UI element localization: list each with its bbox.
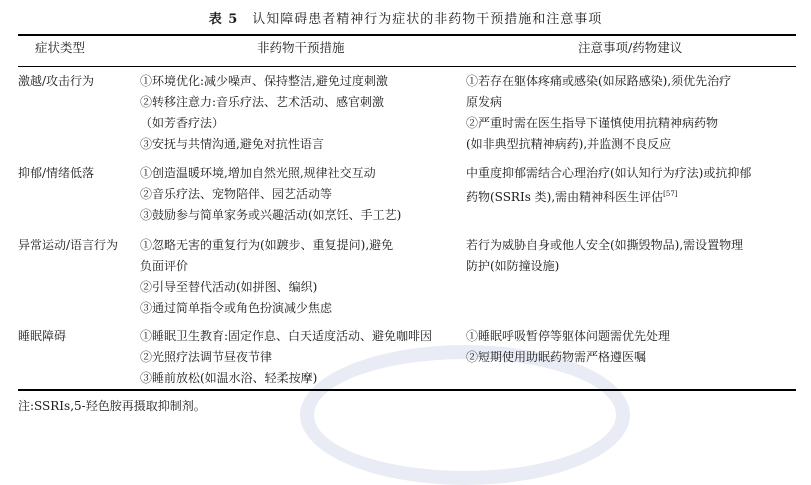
- intervention-line: ①忽略无害的重复行为(如踱步、重复提问),避免: [140, 238, 394, 252]
- intervention-line: ③安抚与共情沟通,避免对抗性语言: [140, 137, 324, 151]
- intervention-line: ③鼓励参与简单家务或兴趣活动(如烹饪、手工艺): [140, 208, 402, 222]
- symptom-cell: 抑郁/情绪低落: [18, 166, 95, 180]
- table-number: 表 5: [208, 12, 239, 27]
- intervention-line: ②转移注意力:音乐疗法、艺术活动、感官刺激: [140, 95, 385, 109]
- note-line: ②严重时需在医生指导下谨慎使用抗精神病药物: [466, 116, 719, 130]
- symptom-cell: 异常运动/语言行为: [18, 238, 119, 252]
- notes-cell: [466, 326, 796, 368]
- interventions-cell: [140, 326, 450, 389]
- table-header-rule: [18, 66, 796, 67]
- intervention-line: ①睡眠卫生教育:固定作息、白天适度活动、避免咖啡因: [140, 329, 433, 343]
- note-line: 原发病: [466, 95, 503, 109]
- table-caption: 认知障碍患者精神行为症状的非药物干预措施和注意事项: [252, 12, 603, 27]
- note-line: (如非典型抗精神病药),并监测不良反应: [466, 137, 672, 151]
- header-symptom: 症状类型: [35, 40, 86, 55]
- interventions-cell: [140, 71, 450, 155]
- intervention-line: （如芳香疗法）: [140, 116, 225, 130]
- interventions-cell: [140, 163, 450, 226]
- intervention-line: ③通过简单指令或角色扮演减少焦虑: [140, 301, 333, 315]
- intervention-line: ①创造温暖环境,增加自然光照,规律社交互动: [140, 166, 376, 180]
- table-bottom-rule: [18, 389, 796, 391]
- intervention-line: ②引导至替代活动(如拼图、编织): [140, 280, 318, 294]
- note-line: 若行为威胁自身或他人安全(如撕毁物品),需设置物理: [466, 238, 744, 252]
- header-interventions: 非药物干预措施: [257, 40, 345, 55]
- symptom-cell: 睡眠障碍: [18, 329, 67, 343]
- citation-ref: [57]: [663, 190, 678, 198]
- header-notes: 注意事项/药物建议: [578, 40, 683, 55]
- intervention-line: ③睡前放松(如温水浴、轻柔按摩): [140, 371, 318, 385]
- table-top-rule: [18, 34, 796, 36]
- note-line-text: 药物(SSRIs 类),需由精神科医生评估: [466, 190, 664, 204]
- notes-cell: [466, 71, 796, 155]
- intervention-line: ①环境优化:减少噪声、保持整洁,避免过度刺激: [140, 74, 388, 88]
- notes-cell: [466, 235, 796, 277]
- note-line: [466, 184, 796, 208]
- note-line: ①若存在躯体疼痛或感染(如尿路感染),须优先治疗: [466, 74, 732, 88]
- intervention-line: ②音乐疗法、宠物陪伴、园艺活动等: [140, 187, 333, 201]
- symptom-cell: 激越/攻击行为: [18, 74, 95, 88]
- intervention-line: ②光照疗法调节昼夜节律: [140, 350, 273, 364]
- note-line: ②短期使用助眠药物需严格遵医嘱: [466, 350, 647, 364]
- table-title: [0, 8, 811, 27]
- note-line: 中重度抑郁需结合心理治疗(如认知行为疗法)或抗抑郁: [466, 166, 752, 180]
- note-line: ①睡眠呼吸暂停等躯体问题需优先处理: [466, 329, 671, 343]
- notes-cell: [466, 163, 796, 208]
- table-footnote: 注:SSRIs,5-羟色胺再摄取抑制剂。: [18, 399, 206, 413]
- intervention-line: 负面评价: [140, 259, 189, 273]
- note-line: 防护(如防撞设施): [466, 259, 560, 273]
- interventions-cell: [140, 235, 450, 319]
